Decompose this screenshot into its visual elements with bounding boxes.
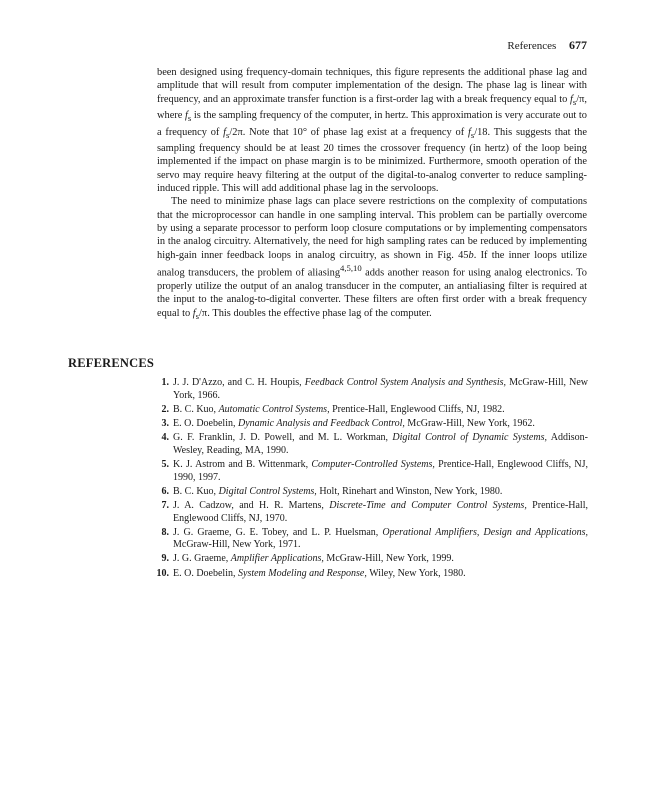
text-run: . This suggests that the sampling frequency should be at least 20 times the crossover frequency (in hertz) of the loop being implemented if the impact on phase margin is to be minimized. Furthermore, smooth operation of the servo may require heavy filtering at the output of the digital-to-analog converter to reduce sampling-induced ripple. This will add additional phase lag in the servoloops. xyxy=(157,126,587,194)
reference-item xyxy=(142,432,588,457)
math-over-pi: /π xyxy=(576,93,585,105)
math-sub-s: s xyxy=(195,310,200,321)
running-header xyxy=(507,38,587,53)
reference-publisher: McGraw-Hill, New York, 1966. xyxy=(173,377,588,401)
reference-number: 5. xyxy=(161,458,169,470)
reference-authors: J. A. Cadzow, and H. R. Martens, xyxy=(173,499,330,511)
reference-item xyxy=(142,459,588,484)
reference-item xyxy=(142,500,588,525)
math-f: f xyxy=(569,93,573,105)
reference-title: Dynamic Analysis and Feedback Control, xyxy=(238,417,405,429)
math-over-pi: /π xyxy=(199,307,208,319)
math-f: f xyxy=(223,126,227,138)
reference-title: Amplifier Applications, xyxy=(230,553,324,565)
math-f: f xyxy=(192,307,196,319)
text-run: adds another reason for using analog electronics. To properly utilize the output of an analog transducer in the computer, an antialiasing filter is required at the input to the analog-to-digital converter. These filters are often first order with a break frequency equal to xyxy=(157,267,587,319)
text-run: . Note that 10° of phase lag exist at a frequency of xyxy=(242,126,468,138)
reference-authors: G. F. Franklin, J. D. Powell, and M. L. Workman, xyxy=(173,432,393,444)
reference-number: 1. xyxy=(161,377,169,388)
reference-authors: J. G. Graeme, xyxy=(173,553,231,565)
reference-title: Feedback Control System Analysis and Synthesis, xyxy=(304,377,506,388)
reference-number: 10. xyxy=(156,567,169,579)
reference-item xyxy=(142,486,588,499)
math-f: f xyxy=(185,110,188,122)
math-f: f xyxy=(467,126,471,138)
text-run: is the sampling frequency of the computer, in hertz. This approximation is very accurate out to a frequency of xyxy=(157,110,587,138)
paragraph-1 xyxy=(157,66,587,195)
reference-publisher: Prentice-Hall, Englewood Cliffs, NJ, 1982. xyxy=(329,403,505,415)
reference-authors: B. C. Kuo, xyxy=(173,403,219,415)
reference-number: 8. xyxy=(161,526,169,538)
reference-authors: B. C. Kuo, xyxy=(173,485,219,497)
references-heading: REFERENCES xyxy=(68,356,155,370)
reference-item xyxy=(142,418,588,431)
reference-publisher: McGraw-Hill, New York, 1962. xyxy=(404,417,535,429)
running-title: References xyxy=(507,40,557,52)
reference-number: 4. xyxy=(161,432,169,444)
text-run: The need to minimize phase lags can place severe restrictions on the complexity of computations that the microprocessor can handle in one sampling interval. This problem can be partially overcome by using a separate processor to perform loop closure computations or by implementing compensators in the analog circuitry. Alternatively, the need for high sampling rates can be reduced by implementing high-gain inner feedback loops in analog circuitry, as shown in Fig. 45 xyxy=(157,196,587,261)
reference-number: 3. xyxy=(161,417,169,429)
math-over-2pi: /2π xyxy=(229,126,243,138)
text-run: been designed using frequency-domain techniques, this figure represents the additional phase lag and amplitude that will result from computer implementation of the design. The phase lag is linear with frequency, and an approximate transfer function is a first-order lag with a break frequency equal to xyxy=(157,67,587,105)
reference-item xyxy=(142,404,588,417)
reference-publisher: McGraw-Hill, New York, 1971. xyxy=(173,539,301,551)
figure-letter: b xyxy=(468,249,474,261)
math-over-18: /18 xyxy=(474,126,488,138)
reference-item xyxy=(142,568,588,581)
reference-publisher: Wiley, New York, 1980. xyxy=(366,567,466,579)
reference-title: Digital Control Systems, xyxy=(218,485,317,497)
reference-item xyxy=(142,377,588,402)
reference-number: 9. xyxy=(161,553,169,565)
reference-item xyxy=(142,553,588,566)
reference-item xyxy=(142,527,588,552)
math-sub-s: s xyxy=(187,113,192,124)
page-number: 677 xyxy=(569,38,587,52)
citation-superscript: 4,5,10 xyxy=(340,263,362,274)
reference-title: Discrete-Time and Computer Control Systems, xyxy=(329,499,527,511)
reference-title: Automatic Control Systems, xyxy=(218,403,330,415)
paragraph-2 xyxy=(157,195,587,323)
reference-title: Digital Control of Dynamic Systems, xyxy=(392,432,547,444)
math-sub-s: s xyxy=(226,129,230,140)
math-sub-s: s xyxy=(470,129,475,140)
reference-authors: E. O. Doebelin, xyxy=(173,567,238,579)
reference-title: Operational Amplifiers, Design and Applications, xyxy=(382,526,588,538)
reference-publisher: Holt, Rinehart and Winston, New York, 1980. xyxy=(316,485,503,497)
body-text xyxy=(157,66,587,323)
reference-authors: K. J. Astrom and B. Wittenmark, xyxy=(173,458,312,470)
reference-publisher: McGraw-Hill, New York, 1999. xyxy=(323,553,454,565)
text-run: . This doubles the effective phase lag of the computer. xyxy=(207,307,432,319)
reference-publisher: Addison-Wesley, Reading, MA, 1990. xyxy=(173,432,589,456)
reference-authors: J. G. Graeme, G. E. Tobey, and L. P. Huelsman, xyxy=(173,526,383,538)
reference-publisher: Prentice-Hall, Englewood Cliffs, NJ, 1990, 1997. xyxy=(173,458,588,483)
reference-authors: E. O. Doebelin, xyxy=(173,417,238,429)
reference-number: 6. xyxy=(161,485,169,497)
reference-authors: J. J. D'Azzo, and C. H. Houpis, xyxy=(173,377,305,388)
text-run: . If the inner loops utilize analog transducers, the problem of aliasing xyxy=(157,249,587,279)
reference-number: 2. xyxy=(161,403,169,415)
text-run: , where xyxy=(157,93,587,122)
reference-number: 7. xyxy=(161,499,169,511)
math-sub-s: s xyxy=(572,96,577,107)
references-list xyxy=(142,377,588,582)
reference-title: System Modeling and Response, xyxy=(238,567,367,579)
reference-title: Computer-Controlled Systems, xyxy=(311,458,435,470)
reference-publisher: Prentice-Hall, Englewood Cliffs, NJ, 1970. xyxy=(173,499,588,524)
